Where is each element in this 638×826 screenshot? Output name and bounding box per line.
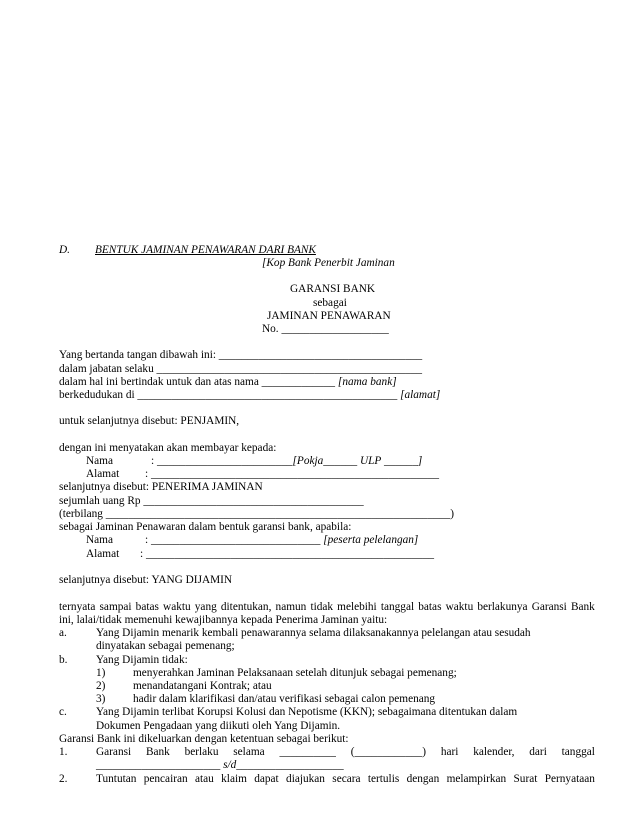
word: secara <box>332 773 361 785</box>
recipient-address-label: Alamat <box>86 468 120 480</box>
address-placeholder: [alamat] <box>400 389 441 401</box>
acting-line <box>59 376 397 389</box>
word: diajukan <box>286 773 325 785</box>
amount-words-line: (terbilang _____________________________________________________________) <box>59 508 455 520</box>
condition-text: Yang Dijamin menarik kembali penawarannya selama dilaksanakannya pelelangan atau sesudah <box>96 627 531 639</box>
word: atau <box>194 773 214 785</box>
sub-condition-marker: 2) <box>96 680 106 692</box>
date-to-blank: ___________________ <box>236 759 344 771</box>
condition-marker: b. <box>59 654 68 666</box>
recipient-name-blank: : ________________________ <box>151 455 293 467</box>
word: kalender, <box>473 746 515 758</box>
word: namun <box>275 601 307 613</box>
word: batas <box>418 601 442 613</box>
word: waktu <box>163 601 191 613</box>
acting-text: dalam hal ini bertindak untuk dan atas nama _____________ <box>59 376 338 388</box>
date-from-blank: ______________________ <box>96 759 224 771</box>
word: hari <box>440 746 459 758</box>
word: dari <box>529 746 547 758</box>
condition-text: dinyatakan sebagai pemenang; <box>96 640 235 652</box>
recipient-designation: selanjutnya disebut: PENERIMA JAMINAN <box>59 481 263 493</box>
participant-name-line <box>145 534 418 547</box>
conditions-intro-line <box>59 601 595 614</box>
word: dengan <box>406 773 440 785</box>
pokja-placeholder: [Pokja______ ULP ______] <box>292 455 423 467</box>
word: Garansi <box>96 746 132 758</box>
word: yang <box>194 601 217 613</box>
word: Surat <box>513 773 538 785</box>
word: melampirkan <box>446 773 507 785</box>
sub-condition-text: menyerahkan Jaminan Pelaksanaan setelah ditunjuk sebagai pemenang; <box>133 667 457 679</box>
word: tertulis <box>367 773 400 785</box>
participant-designation: selanjutnya disebut: YANG DIJAMIN <box>59 574 233 586</box>
word: waktu <box>445 601 474 613</box>
recipient-name-label: Nama <box>86 455 113 467</box>
recipient-name-line <box>151 455 422 468</box>
section-title: BENTUK JAMINAN PENAWARAN DARI BANK <box>95 244 316 256</box>
word: ditentukan, <box>220 601 272 613</box>
term-line-2 <box>96 759 344 772</box>
sub-condition-marker: 3) <box>96 693 106 705</box>
participant-address-blank: : ___________________________________________________ <box>140 548 435 560</box>
condition-marker: c. <box>59 706 67 718</box>
signer-line: Yang bertanda tangan dibawah ini: ____________________________________ <box>59 349 423 361</box>
recipient-address-blank: : ___________________________________________________ <box>145 468 440 480</box>
condition-text: Yang Dijamin tidak: <box>96 654 188 666</box>
guarantee-purpose: sebagai Jaminan Penawaran dalam bentuk garansi bank, apabila: <box>59 521 352 533</box>
payment-statement: dengan ini menyatakan akan membayar kepada: <box>59 442 277 454</box>
penjamin-line: untuk selanjutnya disebut: PENJAMIN, <box>59 415 240 427</box>
document-number: No. ___________________ <box>262 323 389 335</box>
document-title: GARANSI BANK <box>290 283 376 295</box>
position-line: dalam jabatan selaku _______________________________________________ <box>59 363 423 375</box>
domicile-line <box>59 389 440 402</box>
word: __________ <box>279 746 336 758</box>
document-type: JAMINAN PENAWARAN <box>267 310 391 322</box>
word: sampai <box>99 601 132 613</box>
kop-bank-placeholder: [Kop Bank Penerbit Jaminan <box>262 257 395 269</box>
word: Pernyataan <box>544 773 595 785</box>
document-subtitle: sebagai <box>313 297 347 309</box>
condition-marker: a. <box>59 627 67 639</box>
word: dapat <box>254 773 279 785</box>
condition-text: Dokumen Pengadaan yang diikuti oleh Yang Dijamin. <box>96 720 341 732</box>
participant-name-blank: : ______________________________ <box>145 534 324 546</box>
word: melebihi <box>337 601 377 613</box>
word: pencairan <box>143 773 188 785</box>
condition-text: Yang Dijamin terlibat Korupsi Kolusi dan Nepotisme (KKN); sebagaimana ditentukan dalam <box>96 706 518 718</box>
word: batas <box>135 601 159 613</box>
word: tanggal <box>380 601 415 613</box>
word: berlaku <box>184 746 219 758</box>
word: selama <box>233 746 265 758</box>
participant-placeholder: [peserta pelelangan] <box>323 534 419 546</box>
word: Tuntutan <box>96 773 137 785</box>
sub-condition-marker: 1) <box>96 667 106 679</box>
sub-condition-text: menandatangani Kontrak; atau <box>133 680 272 692</box>
word: tanggal <box>561 746 595 758</box>
term-marker: 2. <box>59 773 68 785</box>
word: ternyata <box>59 601 96 613</box>
term-line <box>96 746 595 759</box>
participant-name-label: Nama <box>86 534 113 546</box>
until-text: s/d <box>223 759 237 771</box>
section-letter: D. <box>59 244 70 256</box>
word: Bank <box>145 746 170 758</box>
word: Bank <box>570 601 595 613</box>
sub-condition-text: hadir dalam klarifikasi dan/atau verifikasi sebagai calon pemenang <box>133 693 436 705</box>
terms-intro: Garansi Bank ini dikeluarkan dengan ketentuan sebagai berikut: <box>59 733 349 745</box>
participant-address-label: Alamat <box>86 548 120 560</box>
conditions-intro-line-2: ini, lalai/tidak memenuhi kewajibannya kepada Penerima Jaminan yaitu: <box>59 614 388 626</box>
term-marker: 1. <box>59 746 68 758</box>
word: (____________) <box>350 746 427 758</box>
word: berlakunya <box>477 601 528 613</box>
word: klaim <box>221 773 247 785</box>
bank-name-placeholder: [nama bank] <box>337 376 397 388</box>
word: Garansi <box>531 601 567 613</box>
word: tidak <box>310 601 334 613</box>
domicile-text: berkedudukan di ______________________________________________ <box>59 389 401 401</box>
term-line <box>96 773 595 786</box>
amount-line: sejumlah uang Rp _______________________________________ <box>59 495 364 507</box>
